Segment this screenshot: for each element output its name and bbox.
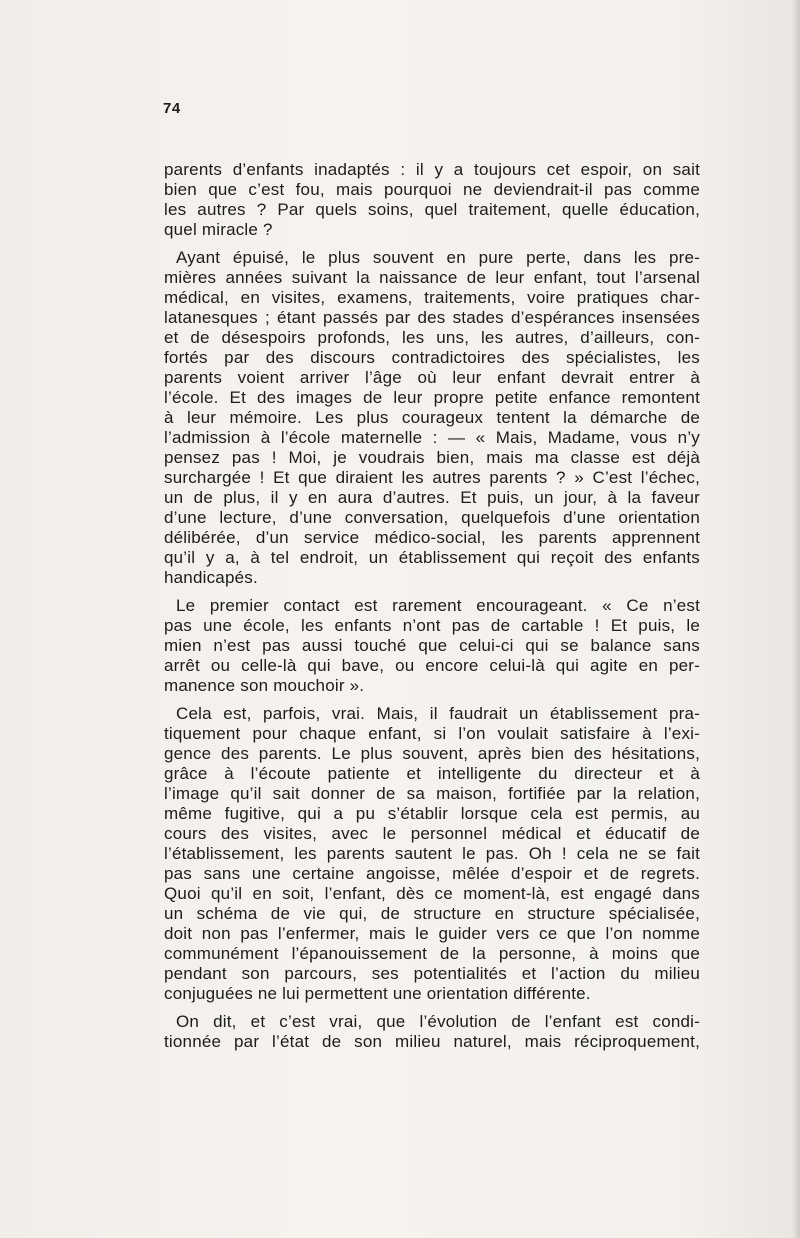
text-line: mières années suivant la naissance de leur enfant, tout l’arsenal	[164, 268, 700, 287]
text-line: l’école. Et des images de leur propre petite enfance remontent	[164, 388, 700, 407]
text-line: handicapés.	[164, 568, 258, 587]
text-line: surchargée ! Et que diraient les autres parents ? » C’est l’échec,	[164, 468, 700, 487]
text-line: Cela est, parfois, vrai. Mais, il faudrait un établissement pra-	[176, 704, 700, 723]
text-line: pas une école, les enfants n’ont pas de cartable ! Et puis, le	[164, 616, 700, 635]
page-number: 74	[163, 100, 181, 117]
text-line: les autres ? Par quels soins, quel traitement, quelle éducation,	[164, 200, 700, 219]
text-line: latanesques ; étant passés par des stades d’espérances insensées	[164, 308, 700, 327]
text-line: l’établissement, les parents sautent le pas. Oh ! cela ne se fait	[164, 844, 700, 863]
text-line: même fugitive, qui a pu s’établir lorsque cela est permis, au	[164, 804, 700, 823]
paragraph-4	[164, 704, 700, 1004]
text-line: Ayant épuisé, le plus souvent en pure perte, dans les pre-	[176, 248, 700, 267]
text-line: parents voient arriver l’âge où leur enfant devrait entrer à	[164, 368, 700, 387]
text-line: délibérée, d’un service médico-social, les parents apprennent	[164, 528, 700, 547]
paragraph-3	[164, 596, 700, 696]
text-line: quel miracle ?	[164, 220, 273, 239]
text-line: On dit, et c’est vrai, que l’évolution de l’enfant est condi-	[176, 1012, 700, 1031]
text-line: communément l’épanouissement de la personne, à moins que	[164, 944, 700, 963]
text-line: manence son mouchoir ».	[164, 676, 365, 695]
text-line: bien que c’est fou, mais pourquoi ne deviendrait-il pas comme	[164, 180, 700, 199]
text-line: Le premier contact est rarement encourageant. « Ce n’est	[176, 596, 700, 615]
paragraph-1	[164, 160, 700, 240]
text-line: d’une lecture, d’une conversation, quelquefois d’une orientation	[164, 508, 700, 527]
text-line: arrêt ou celle-là qui bave, ou encore celui-là qui agite en per-	[164, 656, 700, 675]
text-line: fortés par des discours contradictoires des spécialistes, les	[164, 348, 700, 367]
text-line: Quoi qu’il en soit, l’enfant, dès ce moment-là, est engagé dans	[164, 884, 700, 903]
text-line: l’image qu’il sait donner de sa maison, fortifiée par la relation,	[164, 784, 700, 803]
text-line: un de plus, il y en aura d’autres. Et puis, un jour, à la faveur	[164, 488, 700, 507]
body-text	[164, 160, 700, 1060]
text-line: grâce à l’écoute patiente et intelligente du directeur et à	[164, 764, 700, 783]
text-line: et de désespoirs profonds, les uns, les autres, d’ailleurs, con-	[164, 328, 700, 347]
text-line: un schéma de vie qui, de structure en structure spécialisée,	[164, 904, 700, 923]
text-line: à leur mémoire. Les plus courageux tentent la démarche de	[164, 408, 700, 427]
text-line: qu’il y a, à tel endroit, un établissement qui reçoit des enfants	[164, 548, 700, 567]
paragraph-2	[164, 248, 700, 588]
text-line: médical, en visites, examens, traitements, voire pratiques char-	[164, 288, 700, 307]
page-edge-shadow	[792, 0, 800, 1238]
text-line: tiquement pour chaque enfant, si l’on voulait satisfaire à l’exi-	[164, 724, 700, 743]
text-line: pas sans une certaine angoisse, mêlée d’espoir et de regrets.	[164, 864, 700, 883]
paragraph-5	[164, 1012, 700, 1052]
text-line: pendant son parcours, ses potentialités et l’action du milieu	[164, 964, 700, 983]
text-line: pensez pas ! Moi, je voudrais bien, mais ma classe est déjà	[164, 448, 700, 467]
text-line: gence des parents. Le plus souvent, après bien des hésitations,	[164, 744, 700, 763]
text-line: doit non pas l’enfermer, mais le guider vers ce que l’on nomme	[164, 924, 700, 943]
text-line: cours des visites, avec le personnel médical et éducatif de	[164, 824, 700, 843]
text-line: tionnée par l’état de son milieu naturel, mais réciproquement,	[164, 1032, 700, 1051]
text-line: parents d’enfants inadaptés : il y a toujours cet espoir, on sait	[164, 160, 700, 179]
text-line: mien n’est pas aussi touché que celui-ci qui se balance sans	[164, 636, 700, 655]
text-line: conjuguées ne lui permettent une orientation différente.	[164, 984, 591, 1003]
text-line: l’admission à l’école maternelle : — « Mais, Madame, vous n’y	[164, 428, 700, 447]
